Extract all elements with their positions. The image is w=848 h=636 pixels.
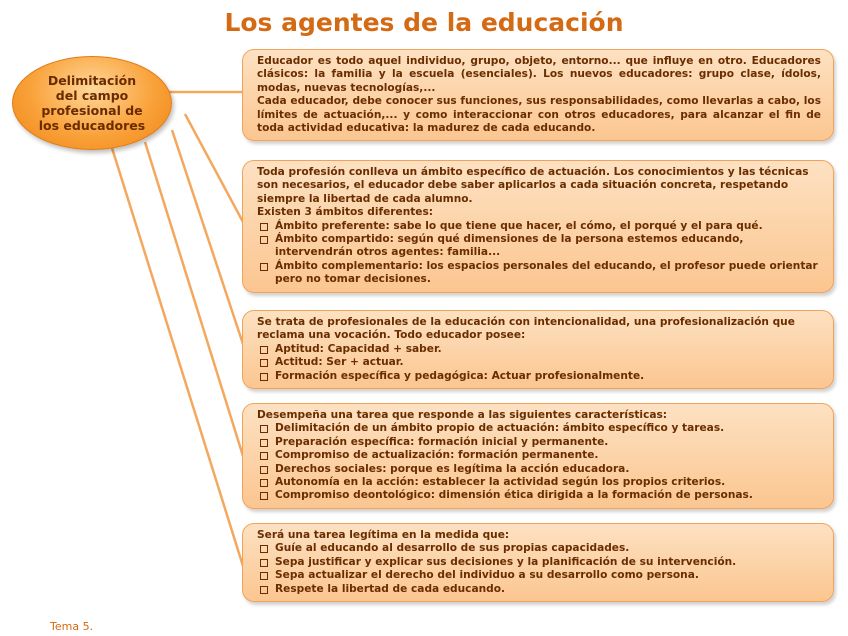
list-item: Autonomía en la acción: establecer la actividad según los propios criterios. xyxy=(257,476,821,489)
list-item: Aptitud: Capacidad + saber. xyxy=(257,343,821,356)
connector-line-5 xyxy=(112,148,243,566)
connector-line-2 xyxy=(185,114,243,222)
list-item: Compromiso deontológico: dimensión ética dirigida a la formación de personas. xyxy=(257,489,821,502)
box-5-list xyxy=(257,542,821,596)
box-3-list xyxy=(257,343,821,383)
content-box-3 xyxy=(242,310,834,389)
box-2-list xyxy=(257,220,821,287)
page-title: Los agentes de la educación xyxy=(224,8,624,37)
content-box-4 xyxy=(242,403,834,509)
list-item: Respete la libertad de cada educando. xyxy=(257,583,821,596)
list-item: Delimitación de un ámbito propio de actuación: ámbito específico y tareas. xyxy=(257,422,821,435)
list-item: Ámbito compartido: según qué dimensiones de la persona estemos educando, intervendrán otros agentes: familia... xyxy=(257,233,821,260)
box-1-paragraph-1: Educador es todo aquel individuo, grupo, objeto, entorno... que influye en otro. Educadores clásicos: la familia y la escuela (esenciales). Los nuevos educadores: grupo clase, ídolos, modas, nuevas tecnologías,... xyxy=(257,55,821,94)
box-2-intro-2: Existen 3 ámbitos diferentes: xyxy=(257,206,434,219)
list-item: Ámbito complementario: los espacios personales del educando, el profesor puede orientar pero no tomar decisiones. xyxy=(257,260,821,287)
list-item: Derechos sociales: porque es legítima la acción educadora. xyxy=(257,463,821,476)
box-1-paragraph-2: Cada educador, debe conocer sus funciones, sus responsabilidades, como llevarlas a cabo, los límites de actuación,... y como interaccionar con otros educadores, para alcanzar el fin de toda actividad educativa: la madurez de cada educando. xyxy=(257,95,821,135)
list-item: Compromiso de actualización: formación permanente. xyxy=(257,449,821,462)
connector-line-3 xyxy=(172,130,243,344)
central-node xyxy=(12,56,172,150)
list-item: Sepa justificar y explicar sus decisiones y la planificación de su intervención. xyxy=(257,556,821,569)
content-box-1 xyxy=(242,49,834,141)
content-box-2 xyxy=(242,160,834,293)
box-3-intro: Se trata de profesionales de la educación con intencionalidad, una profesionalización que reclama una vocación. Todo educador posee: xyxy=(257,316,795,342)
list-item: Actitud: Ser + actuar. xyxy=(257,356,821,369)
box-4-list xyxy=(257,422,821,502)
list-item: Sepa actualizar el derecho del individuo a su desarrollo como persona. xyxy=(257,569,821,582)
box-2-intro: Toda profesión conlleva un ámbito específico de actuación. Los conocimientos y las técnicas son necesarios, el educador debe saber aplicarlos a cada situación concreta, respetando siempre la libertad de cada alumno. xyxy=(257,166,809,205)
list-item: Guíe al educando al desarrollo de sus propias capacidades. xyxy=(257,542,821,555)
box-5-intro: Será una tarea legítima en la medida que: xyxy=(257,529,510,541)
central-node-label: Delimitación del campo profesional de los educadores xyxy=(38,73,146,133)
list-item: Ámbito preferente: sabe lo que tiene que hacer, el cómo, el porqué y el para qué. xyxy=(257,220,821,233)
box-4-intro: Desempeña una tarea que responde a las siguientes características: xyxy=(257,409,668,421)
list-item: Preparación específica: formación inicial y permanente. xyxy=(257,436,821,449)
list-item: Formación específica y pedagógica: Actuar profesionalmente. xyxy=(257,370,821,383)
content-box-5 xyxy=(242,523,834,602)
footer-label: Tema 5. xyxy=(50,620,94,633)
